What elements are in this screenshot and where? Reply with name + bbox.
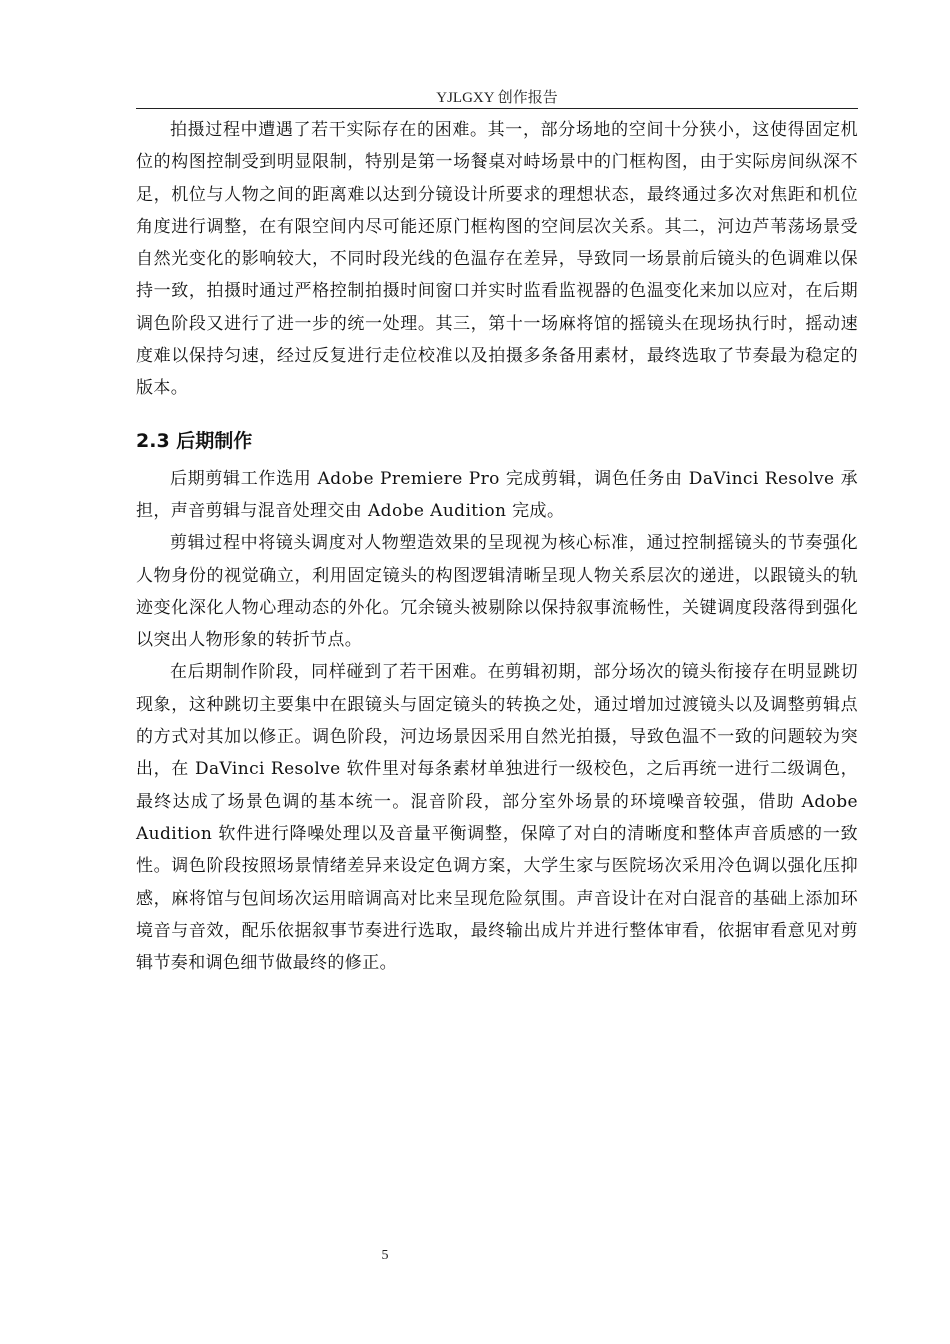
section-heading-post-production: 2.3 后期制作: [136, 429, 253, 452]
page-number: 5: [381, 1248, 389, 1263]
paragraph-editing-approach: 剪辑过程中将镜头调度对人物塑造效果的呈现视为核心标准，通过控制摇镜头的节奏强化人物身份的视觉确立，利用固定镜头的构图逻辑清晰呈现人物关系层次的递进，以跟镜头的轨迹变化深化人物心理动态的外化。冗余镜头被剔除以保持叙事流畅性，关键调度段落得到强化以突出人物形象的转折节点。: [136, 533, 858, 651]
page-body: [136, 114, 858, 979]
paragraph-software: 后期剪辑工作选用 Adobe Premiere Pro 完成剪辑，调色任务由 DaVinci Resolve 承担，声音剪辑与混音处理交由 Adobe Audition 完成。: [136, 468, 858, 521]
running-header: YJLGXY 创作报告: [436, 90, 558, 106]
paragraph-post-difficulties: 在后期制作阶段，同样碰到了若干困难。在剪辑初期，部分场次的镜头衔接存在明显跳切现象，这种跳切主要集中在跟镜头与固定镜头的转换之处，通过增加过渡镜头以及调整剪辑点的方式对其加以修正。调色阶段，河边场景因采用自然光拍摄，导致色温不一致的问题较为突出，在 DaVinci Resolve 软件里对每条素材单独进行一级校色，之后再统一进行二级调色，最终达成了场景色调的基本统一。混音阶段，部分室外场景的环境噪音较强，借助 Adobe Audition 软件进行降噪处理以及音量平衡调整，保障了对白的清晰度和整体声音质感的一致性。调色阶段按照场景情绪差异来设定色调方案，大学生家与医院场次采用冷色调以强化压抑感，麻将馆与包间场次运用暗调高对比来呈现危险氛围。声音设计在对白混音的基础上添加环境音与音效，配乐依据叙事节奏进行选取，最终输出成片并进行整体审看，依据审看意见对剪辑节奏和调色细节做最终的修正。: [136, 662, 858, 974]
paragraph-shooting-difficulties: 拍摄过程中遭遇了若干实际存在的困难。其一，部分场地的空间十分狭小，这使得固定机位的构图控制受到明显限制，特别是第一场餐桌对峙场景中的门框构图，由于实际房间纵深不足，机位与人物之间的距离难以达到分镜设计所要求的理想状态，最终通过多次对焦距和机位角度进行调整，在有限空间内尽可能还原门框构图的空间层次关系。其二，河边芦苇荡场景受自然光变化的影响较大，不同时段光线的色温存在差异，导致同一场景前后镜头的色调难以保持一致，拍摄时通过严格控制拍摄时间窗口并实时监看监视器的色温变化来加以应对，在后期调色阶段又进行了进一步的统一处理。其三，第十一场麻将馆的摇镜头在现场执行时，摇动速度难以保持匀速，经过反复进行走位校准以及拍摄多条备用素材，最终选取了节奏最为稳定的版本。: [136, 120, 858, 399]
header-rule: [136, 108, 858, 109]
